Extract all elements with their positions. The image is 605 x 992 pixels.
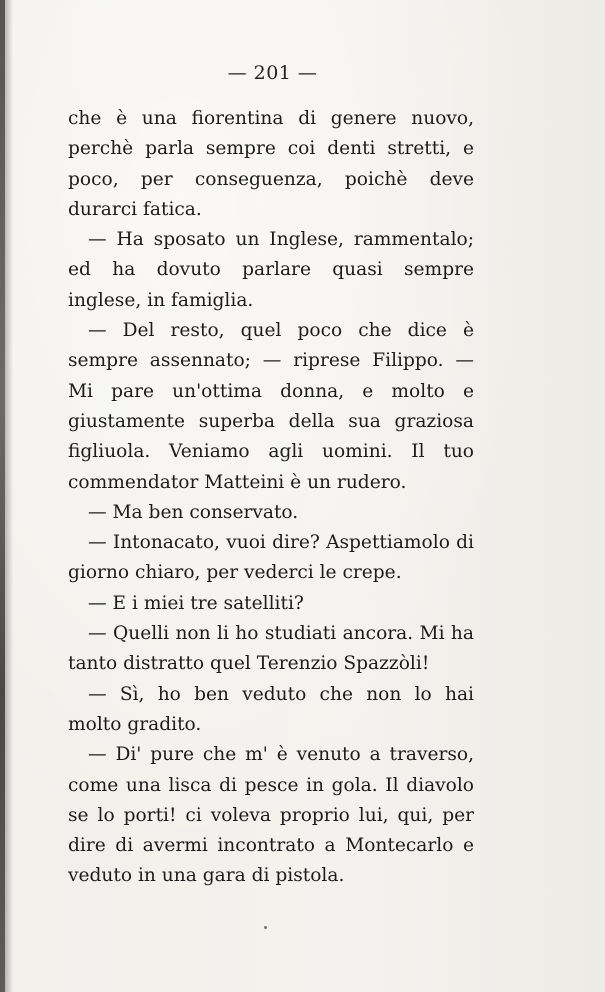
paragraph-dialogue: — Ma ben conservato.	[88, 501, 299, 523]
paragraph-dialogue: — Del resto, quel poco che dice è sempre assennato; — riprese Filippo. — Mi pare un'ottima donna, e molto e giustamente superba della sua graziosa figliuola. Veniamo agli uomini. Il tuo commendator Matteini è un rudero.	[68, 320, 474, 493]
paragraph-dialogue: — Di' pure che m' è venuto a traverso, come una lisca di pesce in gola. Il diavolo se lo porti! ci voleva proprio lui, qui, per dire di avermi incontrato a Montecarlo e veduto in una gara di pistola.	[68, 744, 474, 887]
page-number: — 201 —	[227, 62, 318, 84]
paragraph-dialogue: — Quelli non li ho studiati ancora. Mi ha tanto distratto quel Terenzio Spazzòli!	[68, 623, 474, 675]
paper-speck	[264, 926, 267, 929]
paragraph-dialogue: — E i miei tre satelliti?	[88, 592, 304, 614]
binding-shadow	[5, 0, 13, 992]
paragraph-dialogue: — Sì, ho ben veduto che non lo hai molto gradito.	[68, 683, 474, 735]
paragraph-dialogue: — Ha sposato un Inglese, rammentalo; ed ha dovuto parlare quasi sempre inglese, in famiglia.	[68, 229, 474, 311]
paragraph-dialogue: — Intonacato, vuoi dire? Aspettiamolo di giorno chiaro, per vederci le crepe.	[68, 532, 474, 584]
body-text	[68, 104, 474, 892]
paragraph-continuation: che è una fiorentina di genere nuovo, perchè parla sempre coi denti stretti, e poco, per conseguenza, poichè deve durarci fatica.	[68, 108, 474, 220]
